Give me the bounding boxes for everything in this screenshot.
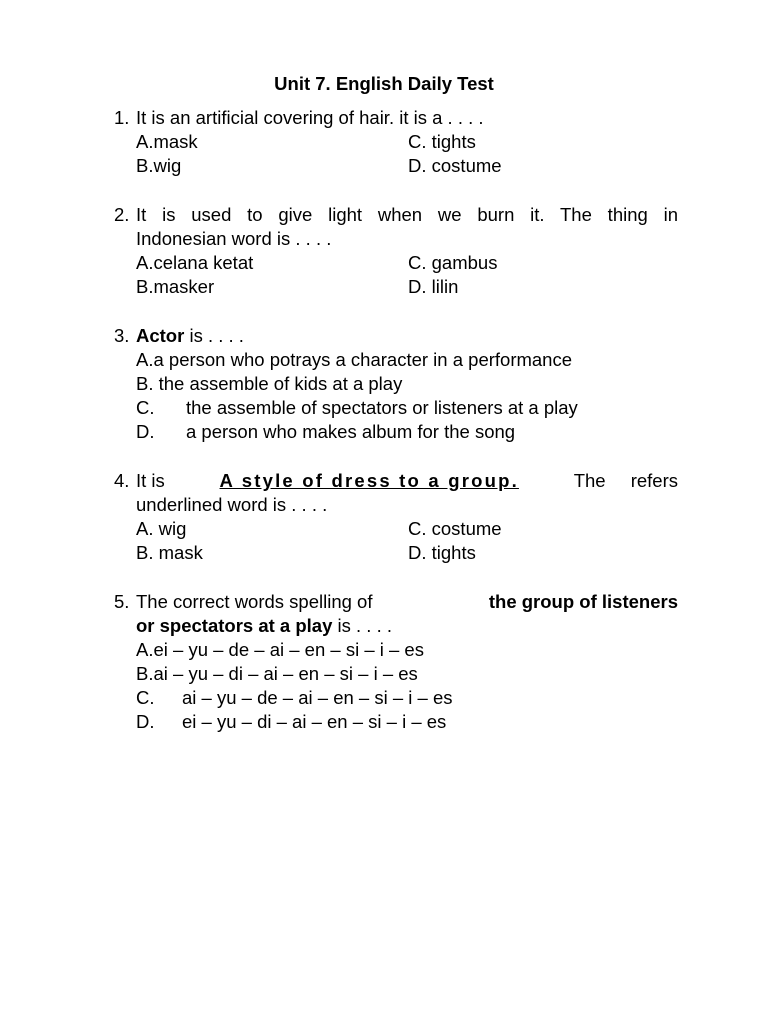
option-c: C. costume (408, 518, 502, 539)
option-d (136, 420, 678, 444)
option-letter: D. (136, 421, 155, 442)
option-b: B.wig (136, 155, 182, 176)
question-keyword-cont: or spectators at a play (136, 615, 333, 636)
question-text-rest: is . . . . (332, 615, 393, 636)
option-text: ei – yu – di – ai – en – si – i – es (182, 711, 447, 732)
option-a: A. wig (136, 518, 187, 539)
option-c (136, 396, 678, 420)
question-text-line-2: underlined word is . . . . (136, 494, 328, 515)
question-number: 1. (114, 107, 130, 128)
question-number: 4. (114, 470, 130, 491)
option-b: B.ai – yu – di – ai – en – si – i – es (136, 663, 418, 684)
question-text-post: The refers (573, 470, 678, 491)
option-c (136, 686, 678, 710)
option-d: D. tights (408, 542, 476, 563)
question-text-line-2: Indonesian word is . . . . (136, 228, 332, 249)
question-keyword: the group of listeners (488, 591, 678, 612)
question-text: It is an artificial covering of hair. it is a . . . . (136, 107, 484, 128)
question-number: 2. (114, 204, 130, 225)
question-text-pre: It is (136, 470, 165, 491)
option-letter: C. (136, 397, 155, 418)
underlined-phrase: A style of dress to a group. (219, 470, 519, 491)
option-d (136, 710, 678, 734)
option-a: A.celana ketat (136, 252, 254, 273)
page-title: Unit 7. English Daily Test (274, 73, 494, 94)
option-letter: C. (136, 687, 155, 708)
option-c: C. gambus (408, 252, 498, 273)
option-d: D. costume (408, 155, 502, 176)
question-number: 3. (114, 325, 130, 346)
question-keyword: Actor (136, 325, 185, 346)
question-number: 5. (114, 591, 130, 612)
question-text-line-1: It is used to give light when we burn it. The thing in (136, 204, 678, 225)
option-b: B. mask (136, 542, 203, 563)
question-text-pre: The correct words spelling of (136, 591, 373, 612)
option-text: the assemble of spectators or listeners at a play (186, 397, 578, 418)
question-text-line-1 (136, 590, 678, 614)
option-text: ai – yu – de – ai – en – si – i – es (182, 687, 453, 708)
option-letter: D. (136, 711, 155, 732)
question-text-line-1 (136, 469, 678, 493)
question-text-line-2 (136, 614, 678, 638)
option-c: C. tights (408, 131, 476, 152)
option-text: a person who makes album for the song (186, 421, 516, 442)
question-text-rest: is . . . . (184, 325, 244, 346)
option-a: A.ei – yu – de – ai – en – si – i – es (136, 639, 424, 660)
option-a: A.mask (136, 131, 198, 152)
question-text (136, 324, 678, 348)
option-d: D. lilin (408, 276, 459, 297)
option-a: A.a person who potrays a character in a performance (136, 349, 573, 370)
option-b: B. the assemble of kids at a play (136, 373, 403, 394)
option-b: B.masker (136, 276, 215, 297)
